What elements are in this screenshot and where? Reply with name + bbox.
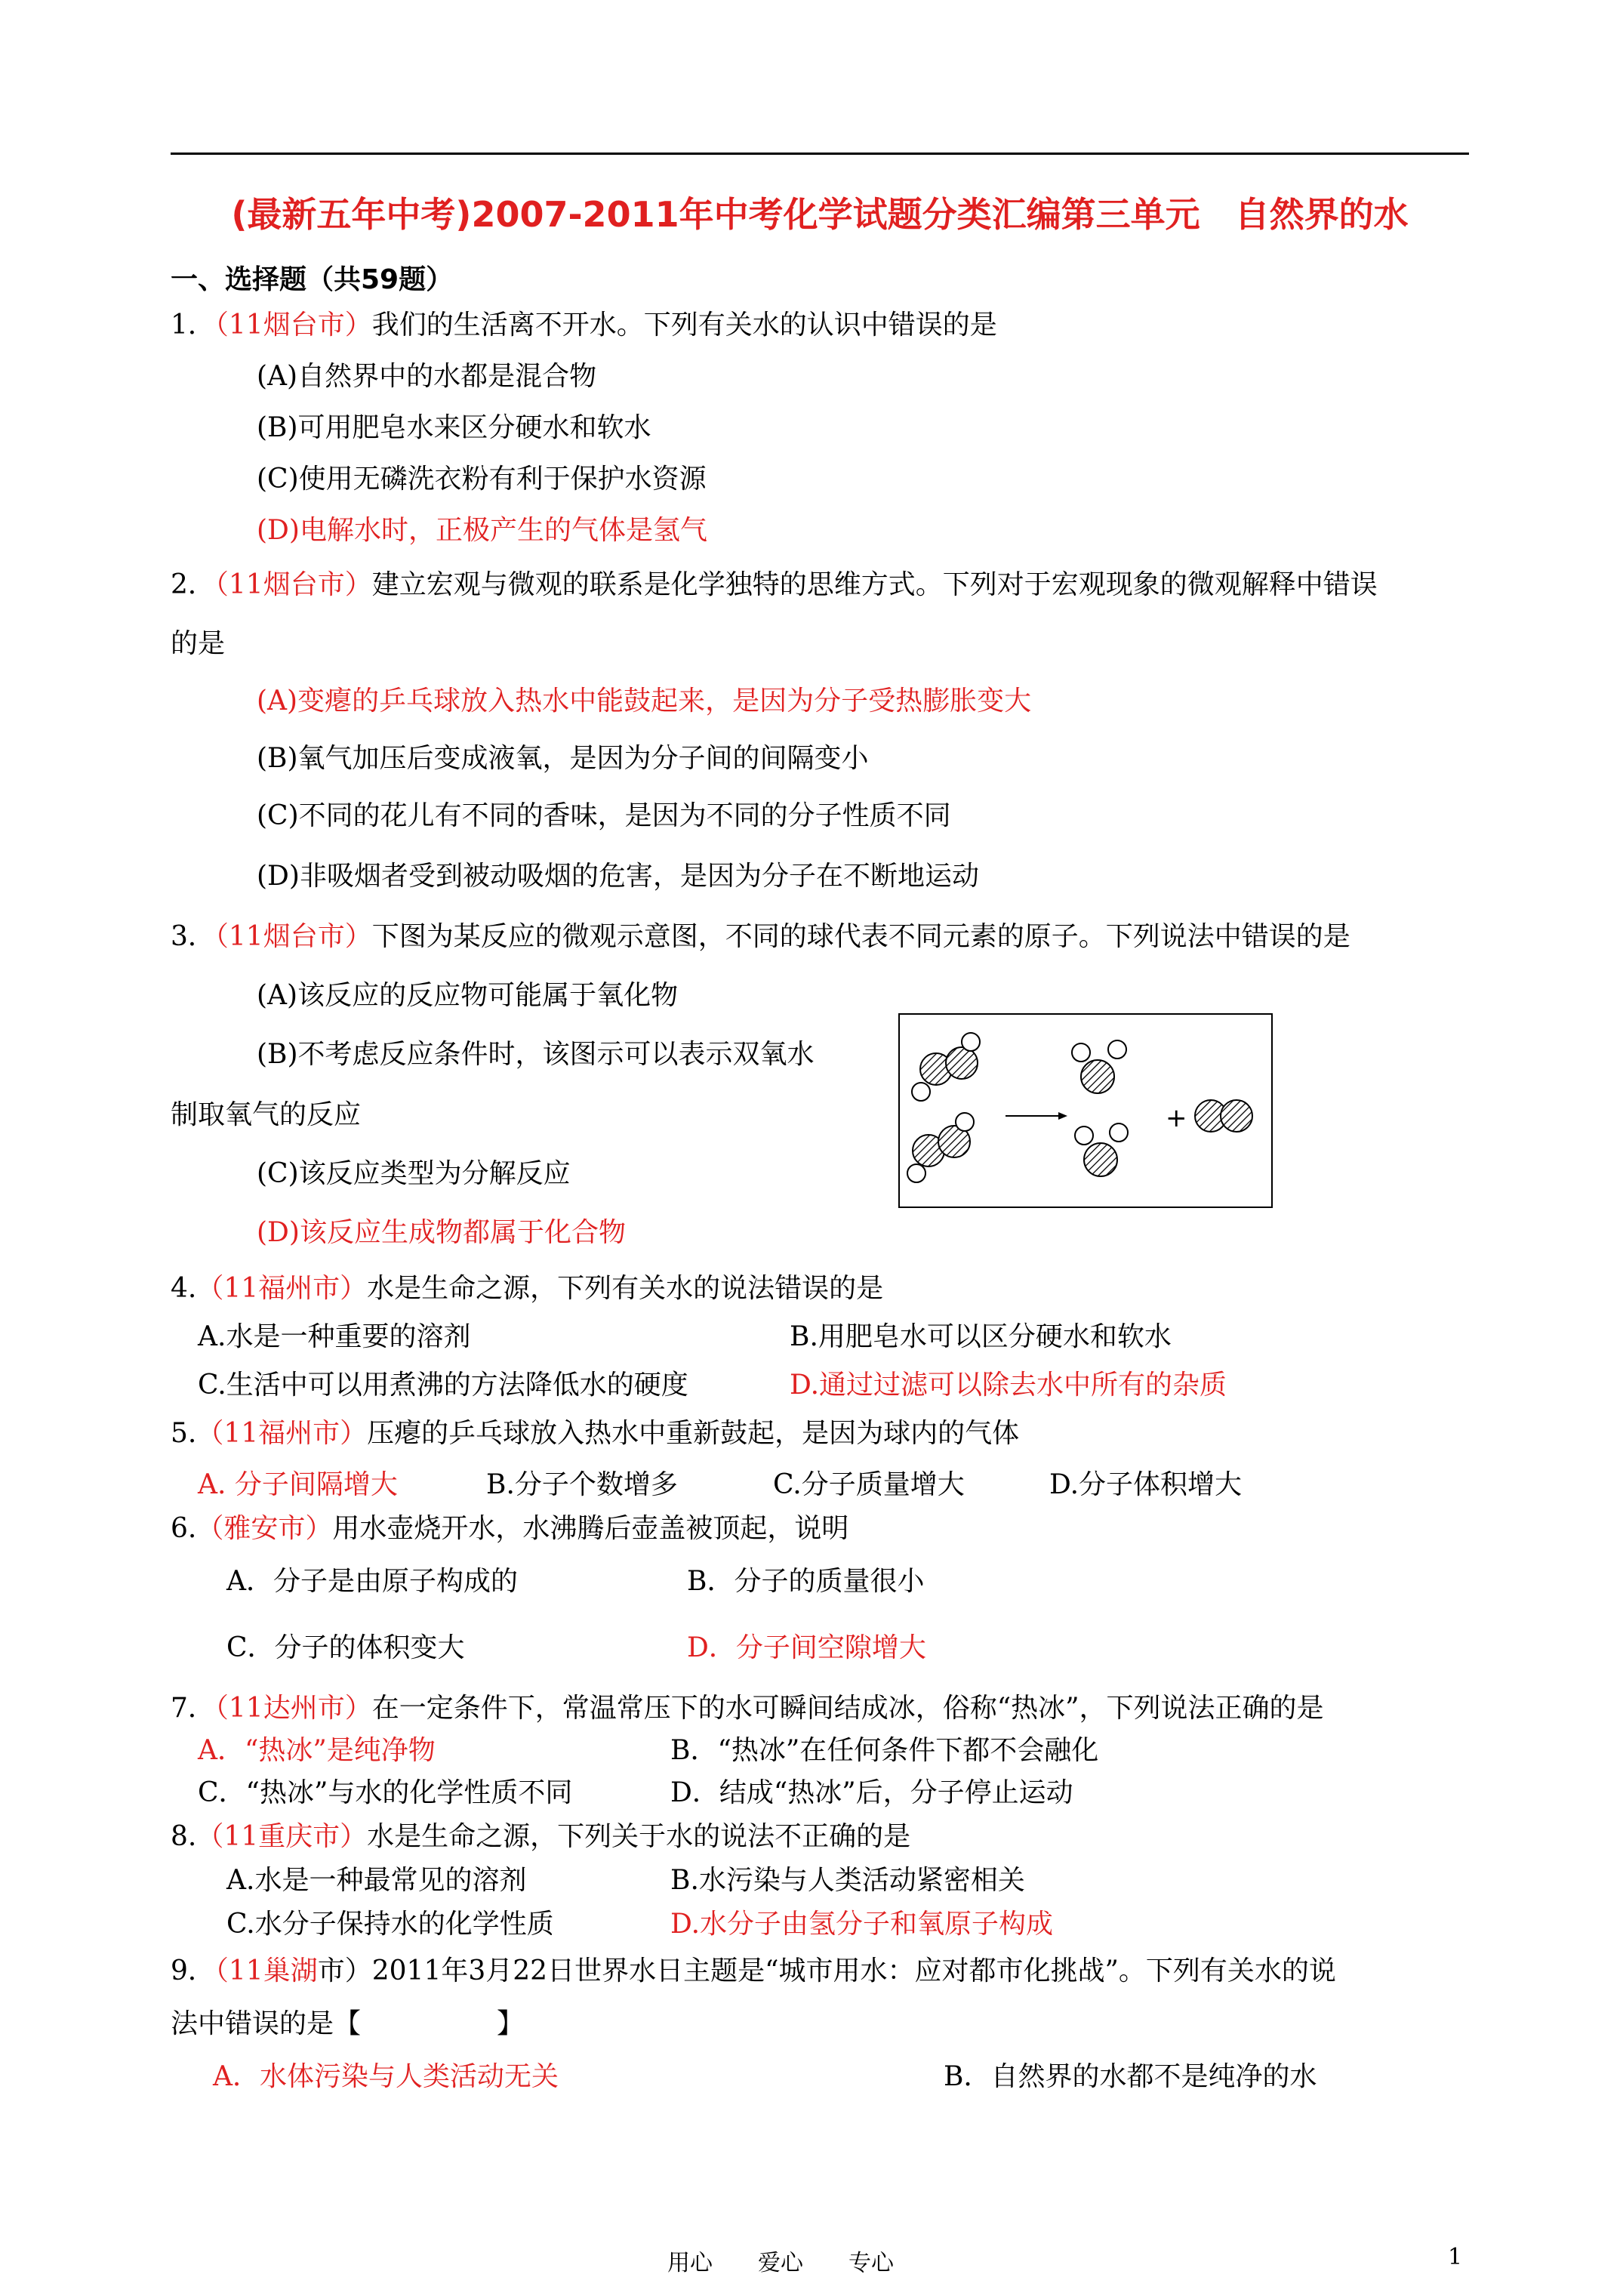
question-2-option-c: (C)不同的花儿有不同的香味，是因为不同的分子性质不同	[257, 800, 951, 831]
question-4-option-d: D.通过过滤可以除去水中所有的杂质	[790, 1370, 1227, 1401]
question-3-stem: 3．（11烟台市）下图为某反应的微观示意图，不同的球代表不同元素的原子。下列说法中错误的是	[171, 921, 1350, 952]
question-9-stem-cont: 法中错误的是【 】	[171, 2008, 525, 2039]
question-5-stem: 5.（11福州市）压瘪的乒乓球放入热水中重新鼓起，是因为球内的气体	[171, 1418, 1020, 1449]
product-molecule	[1072, 1040, 1126, 1093]
question-2-option-a: (A)变瘪的乒乓球放入热水中能鼓起来，是因为分子受热膨胀变大	[257, 686, 1032, 717]
question-source: （雅安市）	[196, 1513, 333, 1544]
reaction-arrow	[1006, 1112, 1067, 1120]
question-6-option-b: B．分子的质量很小	[687, 1566, 925, 1597]
footer-motto: 用心 爱心 专心	[667, 2250, 894, 2276]
question-4-option-a: A.水是一种重要的溶剂	[198, 1321, 471, 1352]
question-2-stem-cont: 的是	[171, 628, 226, 659]
question-6-stem: 6.（雅安市）用水壶烧开水，水沸腾后壶盖被顶起，说明	[171, 1513, 849, 1544]
header-rule	[171, 153, 1469, 155]
question-7-stem: 7．（11达州市）在一定条件下，常温常压下的水可瞬间结成冰，俗称“热冰”，下列说法正确的是	[171, 1693, 1324, 1724]
question-1-option-b: (B)可用肥皂水来区分硬水和软水	[257, 412, 651, 443]
question-1-stem: 1．（11烟台市）我们的生活离不开水。下列有关水的认识中错误的是	[171, 310, 997, 341]
question-5-option-b: B.分子个数增多	[486, 1469, 678, 1500]
question-2-option-d: (D)非吸烟者受到被动吸烟的危害，是因为分子在不断地运动	[257, 861, 979, 892]
question-1-option-d: (D)电解水时，正极产生的气体是氢气	[257, 515, 707, 546]
question-source: （11重庆市）	[196, 1821, 368, 1852]
question-7-option-b: B．“热冰”在任何条件下都不会融化	[670, 1735, 1099, 1766]
question-source: （11福州市）	[196, 1273, 368, 1304]
question-3-option-d: (D)该反应生成物都属于化合物	[257, 1217, 626, 1248]
question-7-option-a: A．“热冰”是纯净物	[198, 1735, 436, 1766]
question-8-option-a: A.水是一种最常见的溶剂	[226, 1865, 527, 1896]
question-source: （11烟台市）	[214, 921, 372, 952]
question-5-option-c: C.分子质量增大	[773, 1469, 965, 1500]
question-8-option-b: B.水污染与人类活动紧密相关	[670, 1865, 1025, 1896]
question-1-option-c: (C)使用无磷洗衣粉有利于保护水资源	[257, 464, 707, 495]
question-5-option-a: A. 分子间隔增大	[198, 1469, 398, 1500]
product-molecule	[1075, 1123, 1128, 1176]
question-3-option-b: (B)不考虑反应条件时，该图示可以表示双氧水	[257, 1039, 815, 1070]
reactant-molecule	[907, 1113, 974, 1182]
reactant-molecule	[912, 1033, 980, 1101]
question-8-option-c: C.水分子保持水的化学性质	[226, 1909, 554, 1940]
question-5-option-d: D.分子体积增大	[1049, 1469, 1243, 1500]
plus-sign: +	[1166, 1103, 1187, 1133]
reaction-diagram-svg	[900, 1015, 1271, 1207]
question-6-option-d: D．分子间空隙增大	[687, 1632, 926, 1663]
page-number: 1	[1448, 2244, 1463, 2270]
question-2-stem: 2．（11烟台市）建立宏观与微观的联系是化学独特的思维方式。下列对于宏观现象的微观解释中错误	[171, 569, 1378, 600]
document-title: (最新五年中考)2007-2011年中考化学试题分类汇编第三单元 自然界的水	[231, 194, 1409, 235]
question-9-stem: 9．（11巢湖市）2011年3月22日世界水日主题是“城市用水：应对都市化挑战”。下列有关水的说	[171, 1955, 1336, 1986]
question-source: （11烟台市）	[214, 569, 372, 600]
question-9-option-b: B．自然界的水都不是纯净的水	[944, 2061, 1317, 2092]
question-4-option-c: C.生活中可以用煮沸的方法降低水的硬度	[198, 1370, 688, 1401]
question-9-option-a: A．水体污染与人类活动无关	[213, 2061, 559, 2092]
question-2-option-b: (B)氧气加压后变成液氧，是因为分子间的间隔变小	[257, 743, 869, 774]
question-source: （11巢湖	[214, 1955, 318, 1986]
question-3-option-c: (C)该反应类型为分解反应	[257, 1158, 571, 1189]
question-source: （11福州市）	[196, 1418, 368, 1449]
question-7-option-d: D．结成“热冰”后，分子停止运动	[670, 1777, 1073, 1808]
question-1-option-a: (A)自然界中的水都是混合物	[257, 361, 597, 392]
question-4-stem: 4.（11福州市）水是生命之源，下列有关水的说法错误的是	[171, 1273, 884, 1304]
question-8-option-d: D.水分子由氢分子和氧原子构成	[670, 1909, 1054, 1940]
question-6-option-c: C．分子的体积变大	[226, 1632, 465, 1663]
section-heading: 一、选择题（共59题）	[171, 264, 454, 295]
product-molecule	[1195, 1100, 1252, 1132]
question-7-option-c: C．“热冰”与水的化学性质不同	[198, 1777, 573, 1808]
question-4-option-b: B.用肥皂水可以区分硬水和软水	[790, 1321, 1172, 1352]
question-source: （11烟台市）	[214, 310, 372, 341]
question-3-option-b-cont: 制取氧气的反应	[171, 1099, 362, 1130]
question-3-option-a: (A)该反应的反应物可能属于氧化物	[257, 980, 679, 1011]
reaction-diagram	[898, 1013, 1273, 1208]
question-source: （11达州市）	[214, 1693, 372, 1724]
question-6-option-a: A．分子是由原子构成的	[226, 1566, 518, 1597]
question-8-stem: 8.（11重庆市）水是生命之源，下列关于水的说法不正确的是	[171, 1821, 911, 1852]
